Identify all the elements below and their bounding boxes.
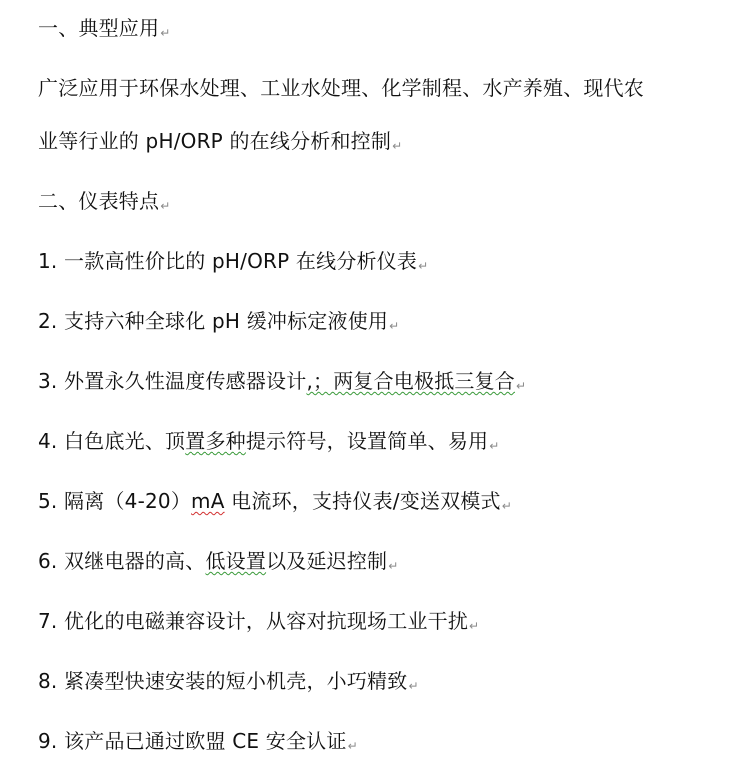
feature-text: 以及延迟控制 <box>266 549 388 573</box>
paragraph-mark-icon: ↵ <box>160 26 171 40</box>
feature-list-item <box>38 607 479 640</box>
paragraph-mark-icon: ↵ <box>516 379 527 393</box>
feature-text: 7. 优化的电磁兼容设计，从容对抗现场工业干扰 <box>38 609 469 633</box>
feature-list-item <box>38 307 399 340</box>
application-paragraph-line-2 <box>38 127 402 160</box>
feature-list-item <box>38 427 500 460</box>
feature-text: 3. 外置永久性温度传感器设计 <box>38 369 307 393</box>
feature-list-item <box>38 367 526 400</box>
paragraph-text: 广泛应用于环保水处理、工业水处理、化学制程、水产养殖、现代农 <box>38 76 644 100</box>
paragraph-mark-icon: ↵ <box>160 199 171 213</box>
paragraph-text: 业等行业的 pH/ORP 的在线分析和控制 <box>38 129 392 153</box>
grammar-squiggle-text[interactable]: ,；两复合电极抵三复合 <box>306 369 516 393</box>
paragraph-mark-icon: ↵ <box>489 439 500 453</box>
feature-list-item <box>38 547 399 580</box>
grammar-squiggle-text[interactable]: 低设置 <box>205 549 267 573</box>
heading-text: 一、典型应用 <box>38 16 160 40</box>
feature-list-item <box>38 487 512 520</box>
feature-text: 提示符号，设置简单、易用 <box>245 429 489 453</box>
paragraph-mark-icon: ↵ <box>501 499 512 513</box>
feature-text: 5. 隔离（4-20） <box>38 489 192 513</box>
feature-text: 6. 双继电器的高、 <box>38 549 206 573</box>
section-heading-features <box>38 187 170 220</box>
feature-text: 9. 该产品已通过欧盟 CE 安全认证 <box>38 729 347 753</box>
application-paragraph-line-1 <box>38 74 644 102</box>
feature-text: 1. 一款高性价比的 pH/ORP 在线分析仪表 <box>38 249 418 273</box>
feature-list-item <box>38 727 358 760</box>
paragraph-mark-icon: ↵ <box>389 319 400 333</box>
feature-text: 4. 白色底光、顶 <box>38 429 186 453</box>
feature-list-item <box>38 247 428 280</box>
paragraph-mark-icon: ↵ <box>347 739 358 753</box>
paragraph-mark-icon: ↵ <box>392 139 403 153</box>
paragraph-mark-icon: ↵ <box>469 619 480 633</box>
paragraph-mark-icon: ↵ <box>418 259 429 273</box>
feature-text: 8. 紧凑型快速安装的短小机壳，小巧精致 <box>38 669 408 693</box>
spelling-squiggle-text[interactable]: mA <box>191 489 225 513</box>
paragraph-mark-icon: ↵ <box>388 559 399 573</box>
grammar-squiggle-text[interactable]: 置多种 <box>185 429 246 453</box>
feature-text: 电流环，支持仪表/变送双模式 <box>224 489 501 513</box>
feature-list-item <box>38 667 419 700</box>
section-heading-typical-applications <box>38 14 170 47</box>
feature-text: 2. 支持六种全球化 pH 缓冲标定液使用 <box>38 309 389 333</box>
heading-text: 二、仪表特点 <box>38 189 160 213</box>
paragraph-mark-icon: ↵ <box>408 679 419 693</box>
